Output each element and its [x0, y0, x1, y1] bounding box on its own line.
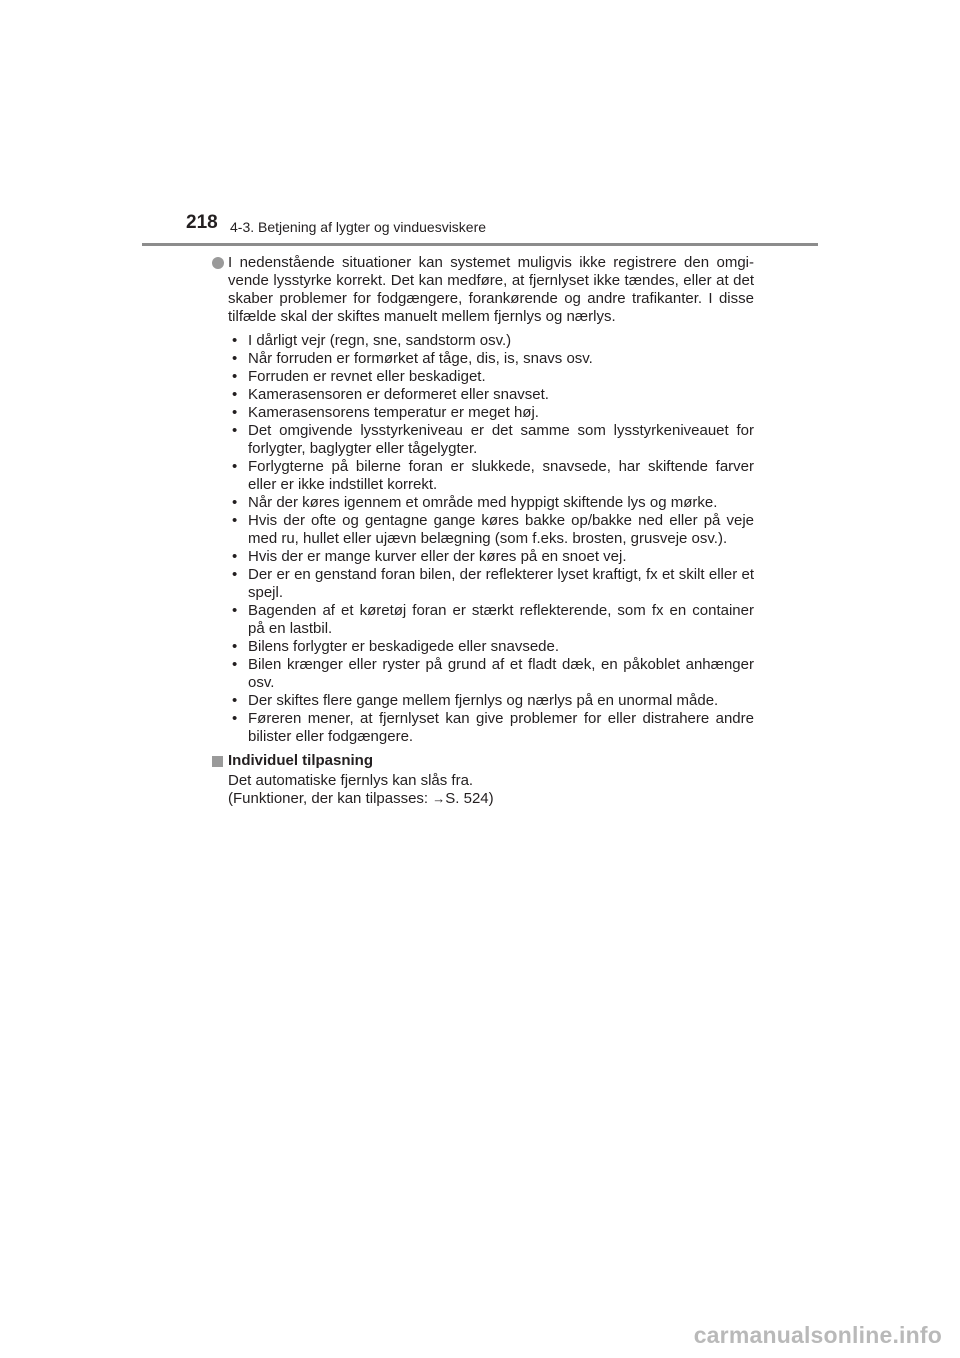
list-item: • Det omgivende lysstyrkeniveau er det samme som lysstyrkeniveauet for forlygter, baglygter eller tågelygter. — [232, 422, 754, 457]
bullet-dot-icon: • — [232, 692, 238, 709]
list-item: • Hvis der er mange kurver eller der køres på en snoet vej. — [232, 548, 627, 565]
bullet-dot-icon: • — [232, 638, 238, 655]
watermark: carmanualsonline.info — [693, 1322, 942, 1348]
list-item: • Bilen krænger eller ryster på grund af et fladt dæk, en påkoblet anhænger osv. — [232, 656, 754, 691]
bullet-dot-icon: • — [232, 566, 238, 583]
section-line: Det automatiske fjernlys kan slås fra. — [228, 772, 474, 789]
list-item: • Forruden er revnet eller beskadiget. — [232, 368, 486, 385]
bullet-dot-icon: • — [232, 602, 238, 619]
list-item: • Når forruden er formørket af tåge, dis, is, snavs osv. — [232, 350, 593, 367]
page-reference-link[interactable]: S. 524) — [445, 790, 494, 807]
bullet-dot-icon: • — [232, 710, 238, 727]
bullet-dot-icon: • — [232, 494, 238, 511]
page-content — [210, 254, 754, 808]
section-heading — [210, 752, 754, 770]
section-body — [210, 772, 754, 808]
list-item: • Hvis der ofte og gentagne gange køres bakke op/bakke ned eller på veje med ru, hullet eller ujævn belægning (som f.eks. brosten, grusveje osv.). — [232, 512, 754, 547]
list-item: • Forlygterne på bilerne foran er slukkede, snavsede, har skiftende farver eller er ikke indstillet korrekt. — [232, 458, 754, 493]
bullet-dot-icon: • — [232, 422, 238, 439]
bullet-dot-icon: • — [232, 458, 238, 475]
list-item: • Kamerasensoren er deformeret eller snavset. — [232, 386, 549, 403]
list-item: • I dårligt vejr (regn, sne, sandstorm osv.) — [232, 332, 512, 349]
bullet-dot-icon: • — [232, 512, 238, 529]
list-item: • Føreren mener, at fjernlyset kan give problemer for eller distrahere andre bilister eller fodgængere. — [232, 710, 754, 745]
bullet-dot-icon: • — [232, 332, 238, 349]
page-header — [0, 0, 960, 250]
section-heading-text: Individuel tilpasning — [228, 752, 374, 769]
list-item: • Der skiftes flere gange mellem fjernlys og nærlys på en unormal måde. — [232, 692, 719, 709]
circle-bullet-icon — [212, 257, 224, 269]
bullet-dot-icon: • — [232, 404, 238, 421]
list-item: • Bagenden af et køretøj foran er stærkt reflekterende, som fx en container på en lastbil. — [232, 602, 754, 637]
list-item: • Når der køres igennem et område med hyppigt skiftende lys og mørke. — [232, 494, 718, 511]
list-item: • Kamerasensorens temperatur er meget høj. — [232, 404, 539, 421]
condition-list — [210, 332, 754, 746]
list-item: • Bilens forlygter er beskadigede eller snavsede. — [232, 638, 560, 655]
page-number: 218 — [186, 212, 218, 233]
header-divider — [142, 243, 818, 246]
bullet-dot-icon: • — [232, 548, 238, 565]
bullet-dot-icon: • — [232, 386, 238, 403]
intro-text: I nedenstående situationer kan systemet muligvis ikke registrere den omgi-vende lysstyrke korrekt. Det kan medføre, at fjernlyset ikke tændes, eller at det skaber problemer for fodgængere, forankørende og andre trafikanter. I disse tilfælde skal der skiftes manuelt mellem fjernlys og nærlys. — [228, 254, 754, 325]
square-bullet-icon — [212, 756, 223, 767]
arrow-right-icon: → — [432, 791, 446, 806]
bullet-dot-icon: • — [232, 656, 238, 673]
bullet-dot-icon: • — [232, 350, 238, 367]
section-title: 4-3. Betjening af lygter og vinduesviskere — [230, 219, 487, 235]
list-item: • Der er en genstand foran bilen, der reflekterer lyset kraftigt, fx et skilt eller et spejl. — [232, 566, 754, 601]
section-reference: (Funktioner, der kan tilpasses: →S. 524) — [228, 790, 494, 807]
intro-paragraph — [210, 254, 754, 326]
bullet-dot-icon: • — [232, 368, 238, 385]
